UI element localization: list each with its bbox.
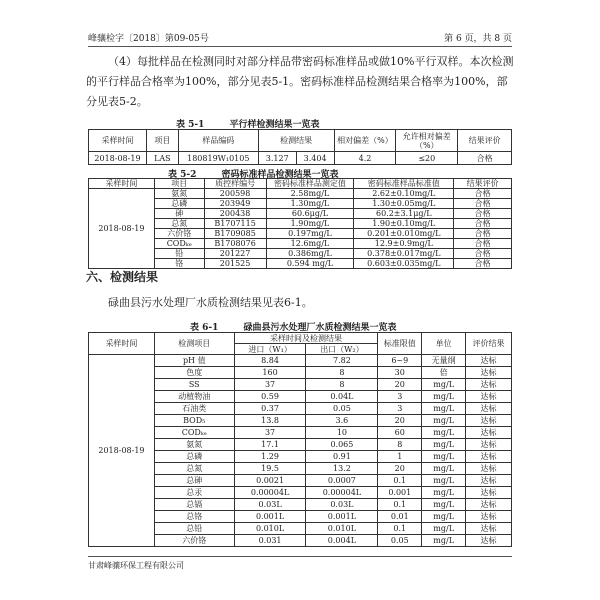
t51-code: 180819W₁0105 xyxy=(178,152,258,165)
table-cell: mg/L xyxy=(422,403,466,415)
table-cell: 总砷 xyxy=(154,475,234,487)
table-cell: 达标 xyxy=(466,403,512,415)
table-cell: 0.378±0.017mg/L xyxy=(354,249,454,259)
t51-h-code: 样品编码 xyxy=(178,130,258,152)
table-cell: 20 xyxy=(378,415,422,427)
table-cell: 0.91 xyxy=(306,451,378,463)
table-cell: 0.031 xyxy=(234,535,306,547)
table-cell: 合格 xyxy=(454,189,512,199)
t51-h-result: 检测结果 xyxy=(258,130,334,152)
t52-h-code: 质控样编号 xyxy=(204,179,266,189)
table-cell: 0.010L xyxy=(306,523,378,535)
table-cell: 达标 xyxy=(466,391,512,403)
table-cell: 0.001L xyxy=(234,511,306,523)
table-cell: mg/L xyxy=(422,391,466,403)
table-cell: 总镉 xyxy=(154,499,234,511)
t51-h-allow: 允许相对偏差（%） xyxy=(396,130,458,152)
t61-h-time: 采样时间 xyxy=(89,333,155,355)
table-cell: mg/L xyxy=(422,451,466,463)
table-cell: 总氮 xyxy=(154,463,234,475)
table-cell: 氨氮 xyxy=(154,439,234,451)
table-cell: 达标 xyxy=(466,355,512,367)
table-cell: 3 xyxy=(378,403,422,415)
table-row xyxy=(89,152,512,165)
table-cell: 合格 xyxy=(454,259,512,269)
table51-title: 平行样检测结果一览表 xyxy=(229,120,320,130)
table-cell: 8 xyxy=(306,367,378,379)
t51-dev: 4.2 xyxy=(334,152,396,165)
table61-body xyxy=(89,355,512,547)
table-cell: 总磷 xyxy=(154,199,204,209)
table-cell: 201227 xyxy=(204,249,266,259)
table-cell: 1 xyxy=(378,451,422,463)
table-cell: 201525 xyxy=(204,259,266,269)
page-header xyxy=(88,28,512,47)
table-cell: 无量纲 xyxy=(422,355,466,367)
t52-h-item: 项目 xyxy=(154,179,204,189)
t61-h-group: 采样时间及检测结果 xyxy=(234,333,378,344)
table-cell: 达标 xyxy=(466,475,512,487)
t52-h-eval: 结果评价 xyxy=(454,179,512,189)
table-cell: 合格 xyxy=(454,209,512,219)
table-cell: 0.1 xyxy=(378,475,422,487)
table61-number: 表 6-1 xyxy=(190,323,219,333)
doc-number: 峰骧检字〔2018〕第09-05号 xyxy=(88,34,209,44)
table-cell: 0.004L xyxy=(306,535,378,547)
t52-h-measured: 密码标准样品测定值 xyxy=(266,179,354,189)
table-cell: 达标 xyxy=(466,367,512,379)
t51-h-dev: 相对偏差（%） xyxy=(334,130,396,152)
table-row xyxy=(89,189,512,199)
t52-h-standard: 密码标准样品标准值 xyxy=(354,179,454,189)
table-cell: 总氮 xyxy=(154,219,204,229)
date-cell: 2018-08-19 xyxy=(89,189,155,269)
t61-h-limit: 标准限值 xyxy=(378,333,422,355)
table-cell: 20 xyxy=(378,463,422,475)
t51-h-item: 项目 xyxy=(146,130,178,152)
table-cell: 203949 xyxy=(204,199,266,209)
table-cell: 20 xyxy=(378,379,422,391)
table-cell: 铅 xyxy=(154,249,204,259)
t51-h-eval: 结果评价 xyxy=(458,130,512,152)
table-5-1 xyxy=(88,129,512,165)
t61-h-unit: 单位 xyxy=(422,333,466,355)
table-cell: mg/L xyxy=(422,499,466,511)
table-cell: pH 值 xyxy=(154,355,234,367)
table-cell: 19.5 xyxy=(234,463,306,475)
table-cell: 0.04L xyxy=(306,391,378,403)
table-cell: 17.1 xyxy=(234,439,306,451)
table-row xyxy=(89,355,512,367)
table-cell: 200438 xyxy=(204,209,266,219)
table-cell: 达标 xyxy=(466,379,512,391)
table-cell: 1.30mg/L xyxy=(266,199,354,209)
table-cell: SS xyxy=(154,379,234,391)
table-cell: 0.03L xyxy=(306,499,378,511)
table-cell: mg/L xyxy=(422,415,466,427)
table-cell: 37 xyxy=(234,427,306,439)
table-cell: 2.58mg/L xyxy=(266,189,354,199)
t61-h-eval: 评价结果 xyxy=(466,333,512,355)
table-cell: 达标 xyxy=(466,499,512,511)
table-cell: 达标 xyxy=(466,439,512,451)
table-cell: 0.00004L xyxy=(306,487,378,499)
table-cell: 动植物油 xyxy=(154,391,234,403)
table-cell: 铬 xyxy=(154,259,204,269)
table-cell: 砷 xyxy=(154,209,204,219)
table-cell: B1708076 xyxy=(204,239,266,249)
table-cell: 8.84 xyxy=(234,355,306,367)
table-cell: 10 xyxy=(306,427,378,439)
table-cell: B1709085 xyxy=(204,229,266,239)
table-cell: mg/L xyxy=(422,523,466,535)
table-cell: 合格 xyxy=(454,239,512,249)
company-name: 甘肃峰骧环保工程有限公司 xyxy=(88,561,184,570)
table-cell: 合格 xyxy=(454,219,512,229)
table-cell: 色度 xyxy=(154,367,234,379)
table52-number: 表 5-2 xyxy=(168,170,197,180)
table-cell: 0.0007 xyxy=(306,475,378,487)
table-cell: 0.01 xyxy=(378,511,422,523)
table-cell: 总铅 xyxy=(154,523,234,535)
table-cell: 0.03L xyxy=(234,499,306,511)
table-cell: mg/L xyxy=(422,439,466,451)
t51-val2: 3.404 xyxy=(296,152,334,165)
table-cell: 0.59 xyxy=(234,391,306,403)
table-cell: 0.594 mg/L xyxy=(266,259,354,269)
table-cell: 达标 xyxy=(466,487,512,499)
table-cell: 0.00004L xyxy=(234,487,306,499)
table-cell: 达标 xyxy=(466,535,512,547)
table-cell: 60 xyxy=(378,427,422,439)
table-cell: 六价铬 xyxy=(154,229,204,239)
table-cell: 合格 xyxy=(454,229,512,239)
table52-body xyxy=(89,189,512,269)
table-cell: 0.603±0.035mg/L xyxy=(354,259,454,269)
t52-h-time: 采样时间 xyxy=(89,179,155,189)
table-cell: BOD₅ xyxy=(154,415,234,427)
table-cell: 8 xyxy=(306,379,378,391)
table-cell: 0.065 xyxy=(306,439,378,451)
date-cell: 2018-08-19 xyxy=(89,355,155,547)
table-cell: mg/L xyxy=(422,463,466,475)
table-cell: mg/L xyxy=(422,427,466,439)
table-cell: CODₖₑ xyxy=(154,239,204,249)
t61-h-in: 进口（W₁） xyxy=(234,344,306,355)
table-cell: B1707115 xyxy=(204,219,266,229)
table-cell: 0.386mg/L xyxy=(266,249,354,259)
table-cell: 1.30±0.05mg/L xyxy=(354,199,454,209)
table-cell: 达标 xyxy=(466,523,512,535)
table-cell: 达标 xyxy=(466,451,512,463)
table-cell: 60.6μg/L xyxy=(266,209,354,219)
table-cell: 0.37 xyxy=(234,403,306,415)
table-cell: 6~9 xyxy=(378,355,422,367)
table-cell: 0.0021 xyxy=(234,475,306,487)
table-5-2 xyxy=(88,178,512,269)
table-cell: 六价铬 xyxy=(154,535,234,547)
table-cell: 0.010L xyxy=(234,523,306,535)
table-cell: 1.29 xyxy=(234,451,306,463)
t51-eval: 合格 xyxy=(458,152,512,165)
table-cell: 8 xyxy=(378,439,422,451)
table-cell: 总汞 xyxy=(154,487,234,499)
table-cell: 0.001 xyxy=(378,487,422,499)
table-6-1 xyxy=(88,332,512,547)
table-cell: 160 xyxy=(234,367,306,379)
page-footer xyxy=(88,556,512,571)
table-cell: 2.62±0.10mg/L xyxy=(354,189,454,199)
table-cell: 总铬 xyxy=(154,511,234,523)
table61-title: 碌曲县污水处理厂水质检测结果一览表 xyxy=(243,323,397,333)
table-cell: 0.1 xyxy=(378,499,422,511)
table-cell: 氨氮 xyxy=(154,189,204,199)
table-cell: 13.2 xyxy=(306,463,378,475)
t61-h-out: 出口（W₂） xyxy=(306,344,378,355)
t51-date: 2018-08-19 xyxy=(89,152,147,165)
table-cell: 0.05 xyxy=(306,403,378,415)
page-info: 第 6 页，共 8 页 xyxy=(444,34,512,44)
table-cell: 达标 xyxy=(466,415,512,427)
table51-number: 表 5-1 xyxy=(176,120,205,130)
intro-paragraph: （4）每批样品在检测同时对部分样品带密码标准样品或做10%平行双样。本次检测的平行样品合格率为100%，部分见表5-1。密码标准样品检测结果合格率为100%，部分见表5-2。 xyxy=(86,55,514,108)
table-cell: 7.82 xyxy=(306,355,378,367)
table52-title: 密码标准样品检测结果一览表 xyxy=(221,170,339,180)
table-cell: 30 xyxy=(378,367,422,379)
table-cell: 3 xyxy=(378,391,422,403)
table-cell: 倍 xyxy=(422,367,466,379)
table-cell: 0.201±0.010mg/L xyxy=(354,229,454,239)
table-cell: 总磷 xyxy=(154,451,234,463)
table-cell: 0.197mg/L xyxy=(266,229,354,239)
table-cell: 13.8 xyxy=(234,415,306,427)
table-cell: mg/L xyxy=(422,511,466,523)
table-cell: 达标 xyxy=(466,463,512,475)
table-cell: mg/L xyxy=(422,535,466,547)
table-cell: 0.1 xyxy=(378,523,422,535)
table-cell: 3.6 xyxy=(306,415,378,427)
table-cell: 1.90mg/L xyxy=(266,219,354,229)
table-cell: CODₖₑ xyxy=(154,427,234,439)
table-cell: 达标 xyxy=(466,427,512,439)
t51-allow: ≤20 xyxy=(396,152,458,165)
table-cell: 0.001L xyxy=(306,511,378,523)
table-cell: 达标 xyxy=(466,511,512,523)
table-cell: 60.2±3.1μg/L xyxy=(354,209,454,219)
section-heading: 六、检测结果 xyxy=(86,270,159,284)
t61-h-item: 检测项目 xyxy=(154,333,234,355)
table-cell: 37 xyxy=(234,379,306,391)
table-cell: 石油类 xyxy=(154,403,234,415)
table-cell: mg/L xyxy=(422,379,466,391)
table-cell: 1.90±0.10mg/L xyxy=(354,219,454,229)
table-cell: 0.05 xyxy=(378,535,422,547)
section-paragraph: 碌曲县污水处理厂水质检测结果见表6-1。 xyxy=(108,296,313,309)
t51-val1: 3.127 xyxy=(258,152,296,165)
table-cell: 200598 xyxy=(204,189,266,199)
table-cell: 合格 xyxy=(454,199,512,209)
table-cell: 合格 xyxy=(454,249,512,259)
t51-h-time: 采样时间 xyxy=(89,130,147,152)
table-cell: mg/L xyxy=(422,475,466,487)
t51-item: LAS xyxy=(146,152,178,165)
table-cell: 12.6mg/L xyxy=(266,239,354,249)
table-cell: 12.9±0.9mg/L xyxy=(354,239,454,249)
table-cell: mg/L xyxy=(422,487,466,499)
